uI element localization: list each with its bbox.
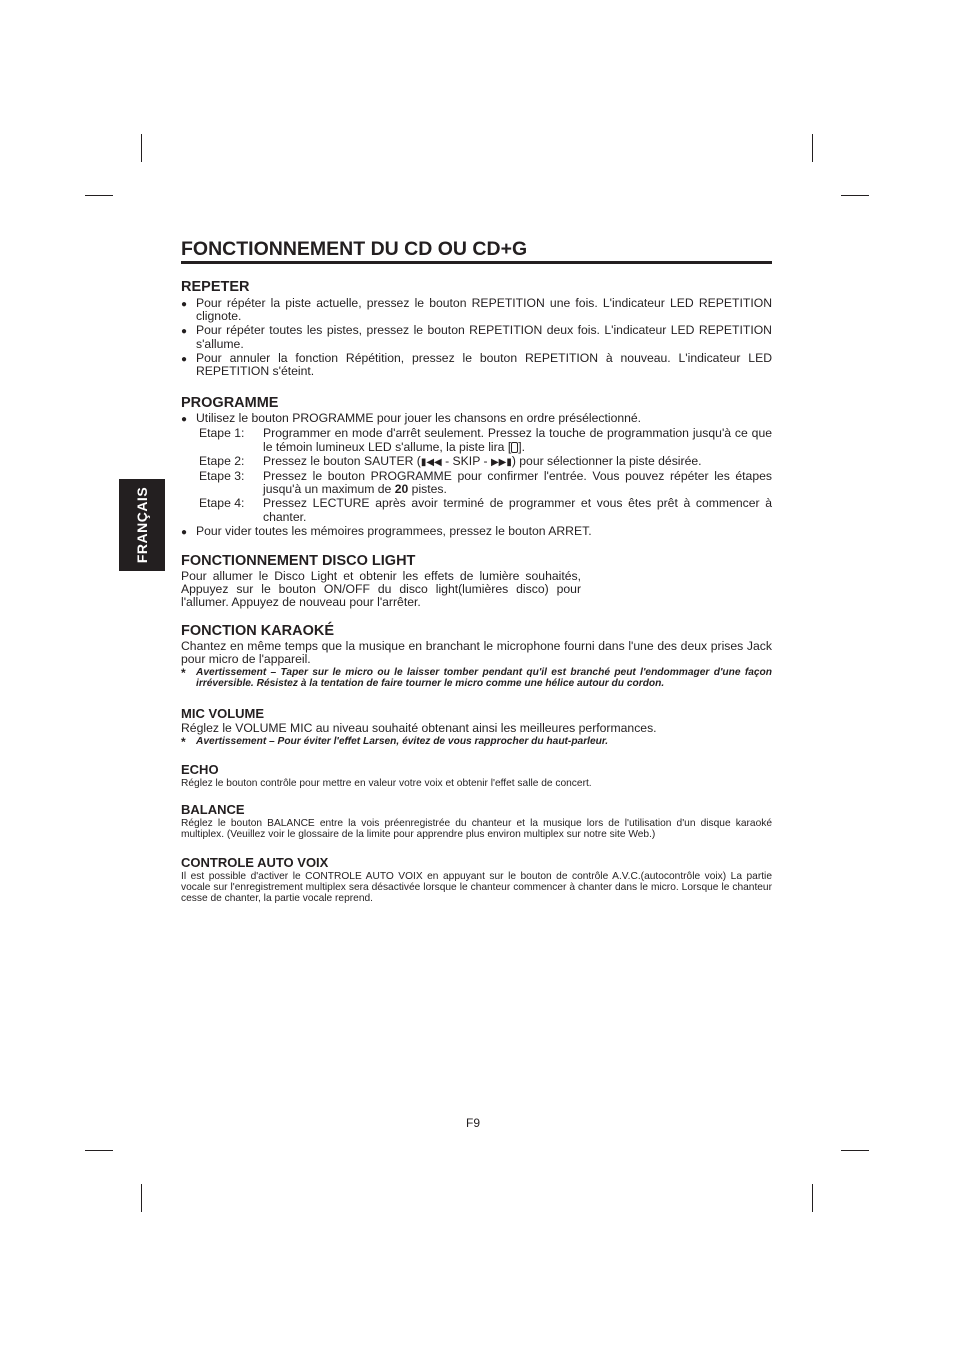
crop-mark [841, 195, 869, 196]
crop-mark [141, 134, 142, 162]
warning-note: * Avertissement – Pour éviter l'effet Larsen, évitez de vous rapprocher du haut-parleur. [181, 735, 609, 750]
step-2: Etape 2: Pressez le bouton SAUTER (▮◀◀ - SKIP - ▶▶▮) pour sélectionner la piste désirée. [199, 453, 702, 468]
section-disco-light [181, 553, 772, 610]
section-karaoke [181, 623, 772, 689]
crop-mark [141, 1184, 142, 1212]
list-item: ● Pour annuler la fonction Répétition, pressez le bouton REPETITION à nouveau. L'indicateur LED REPETITION s'éteint. [181, 350, 772, 379]
skip-back-icon: ▮◀◀ [420, 456, 442, 468]
section-heading: REPETER [181, 279, 250, 295]
asterisk-icon: * [181, 666, 186, 681]
skip-forward-icon: ▶▶▮ [490, 456, 512, 468]
bullet-icon: ● [181, 526, 188, 538]
list-item: ● Utilisez le bouton PROGRAMME pour jouer les chansons en ordre présélectionné. [181, 411, 642, 426]
bullet-icon: ● [181, 414, 188, 426]
section-text: Réglez le VOLUME MIC au niveau souhaité obtenant ainsi les meilleures performances. [181, 721, 657, 736]
section-heading: MIC VOLUME [181, 706, 265, 722]
step-1: Etape 1: Programmer en mode d'arrêt seulement. Pressez la touche de programmation jusqu'à ce que le témoin lumineux LED s'allume, la piste lira [ ]. [199, 426, 772, 454]
crop-mark [812, 134, 813, 162]
language-tab-label: FRANÇAIS [134, 486, 150, 564]
section-heading: FONCTION KARAOKÉ [181, 622, 335, 639]
crop-mark [841, 1150, 869, 1151]
section-mic-volume [181, 706, 772, 750]
section-heading: ECHO [181, 762, 219, 778]
section-text: Il est possible d'activer le CONTROLE AUTO VOIX en appuyant sur le bouton de contrôle A.V.C.(autocontrôle voix) La partie vocale sur l'enregistrement multiplex sera désactivée lorsque le chanteur commencer à chanter dans le micro. Lorsque le chanteur cesse de chanter, la partie vocale reprend. [181, 871, 772, 905]
section-text: Chantez en même temps que la musique en branchant le microphone fourni dans l'une des deux prises Jack pour micro de l'appareil. [181, 638, 772, 666]
bullet-icon: ● [181, 353, 188, 365]
bullet-icon: ● [181, 299, 188, 310]
section-text: Pour allumer le Disco Light et obtenir les effets de lumière souhaités, Appuyez sur le bouton ON/OFF du disco light(lumières disco) pour l'allumer. Appuyez de nouveau pour l'arrêter. [181, 569, 581, 610]
list-item: ● Pour répéter toutes les pistes, pressez le bouton REPETITION deux fois. L'indicateur LED REPETITION s'allume. [181, 323, 772, 351]
section-heading: BALANCE [181, 802, 245, 818]
list-item: ● Pour vider toutes les mémoires programmees, pressez le bouton ARRET. [181, 523, 592, 538]
section-heading: CONTROLE AUTO VOIX [181, 855, 329, 871]
section-auto-voix [181, 855, 772, 904]
asterisk-icon: * [181, 735, 186, 750]
crop-mark [85, 195, 113, 196]
step-3: Etape 3: Pressez le bouton PROGRAMME pour confirmer l'entrée. Vous pouvez répéter les étapes jusqu'à un maximum de 20 pistes. [199, 469, 772, 497]
section-text: Réglez le bouton BALANCE entre la vois préenregistrée du chanteur et la musique lors de l'utilisation d'un disque karaoké multiplex. (Veuillez voir le glossaire de la limite pour apprendre plus environ multiplex sur notre site Web.) [181, 818, 772, 841]
list-item: ● Pour répéter la piste actuelle, pressez le bouton REPETITION une fois. L'indicateur LED REPETITION clignote. [181, 296, 772, 324]
section-echo [181, 762, 772, 789]
crop-mark [812, 1184, 813, 1212]
section-heading: PROGRAMME [181, 395, 279, 412]
section-balance [181, 802, 772, 840]
section-programme [181, 395, 772, 538]
bullet-icon: ● [181, 326, 188, 338]
language-tab [119, 479, 165, 571]
crop-mark [85, 1150, 113, 1151]
step-4: Etape 4: Pressez LECTURE après avoir terminé de programmer et vous êtes prêt à commencer à chanter. [199, 496, 772, 524]
page-content [181, 238, 772, 904]
page-title: FONCTIONNEMENT DU CD OU CD+G [181, 238, 772, 264]
page-number: F9 [466, 1116, 481, 1130]
section-text: Réglez le bouton contrôle pour mettre en valeur votre voix et obtenir l'effet salle de concert. [181, 778, 592, 790]
section-repeter [181, 279, 772, 378]
section-heading: FONCTIONNEMENT DISCO LIGHT [181, 553, 416, 570]
warning-note: * Avertissement – Taper sur le micro ou le laisser tomber pendant qu'il est branché peut l'endommager d'une façon irréversible. Résistez à la tentation de faire tourner le micro comme une hélice autour du cordon. [181, 666, 772, 690]
